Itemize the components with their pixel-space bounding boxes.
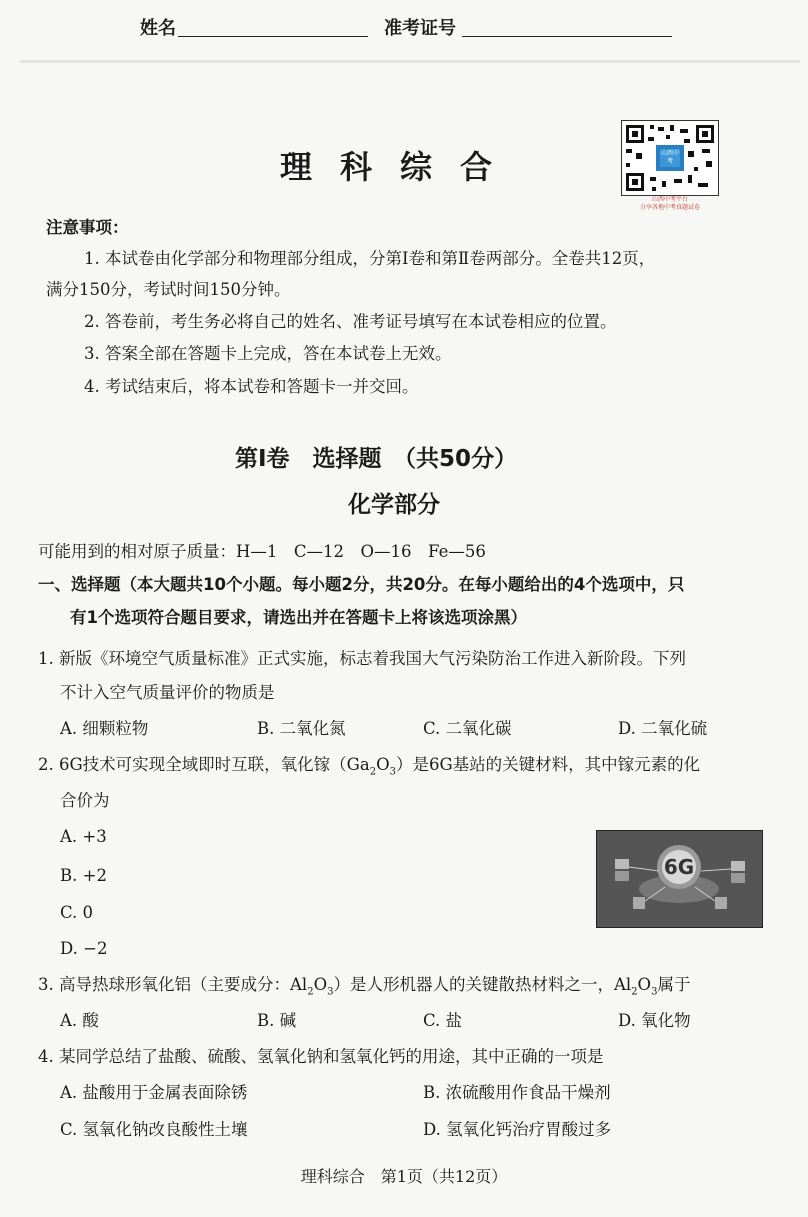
q3-option-c[interactable]: C. 盐 (423, 1011, 463, 1030)
q3-subscript: 3 (651, 986, 658, 998)
q2-option-d[interactable]: D. −2 (60, 939, 108, 958)
q3-subscript: 2 (307, 986, 314, 998)
q4-option-b[interactable]: B. 浓硫酸用作食品干燥剂 (423, 1083, 611, 1102)
exam-id-label: 准考证号 (384, 18, 456, 39)
part1-title: 第Ⅰ卷 选择题 （共50分） (235, 446, 518, 472)
q2-stem-text: O (376, 755, 390, 774)
q4-option-a[interactable]: A. 盐酸用于金属表面除锈 (60, 1083, 248, 1102)
q3-stem-text: O (313, 975, 328, 994)
q3-stem-text: 属于 (657, 975, 691, 994)
q2-option-c[interactable]: C. 0 (60, 903, 94, 922)
name-label: 姓名 (140, 18, 176, 39)
q2-subscript: 3 (389, 766, 396, 778)
q3-stem (38, 974, 690, 1003)
q2-stem-text: 2. 6G技术可实现全域即时互联，氧化镓（Ga (38, 755, 370, 774)
q1-option-d[interactable]: D. 二氧化硫 (618, 719, 708, 738)
q2-option-b[interactable]: B. +2 (60, 866, 107, 885)
q4-option-d[interactable]: D. 氢氧化钙治疗胃酸过多 (423, 1120, 612, 1139)
notes-heading: 注意事项： (46, 218, 129, 237)
q3-subscript: 2 (631, 986, 638, 998)
note-item: 3. 答案全部在答题卡上完成，答在本试卷上无效。 (84, 344, 452, 363)
q4-option-c[interactable]: C. 氢氧化钠改良酸性土壤 (60, 1120, 248, 1139)
chem-title: 化学部分 (348, 492, 440, 518)
q1-stem: 1. 新版《环境空气质量标准》正式实施，标志着我国大气污染防治工作进入新阶段。下列 (38, 649, 686, 668)
q3-option-d[interactable]: D. 氧化物 (618, 1011, 691, 1030)
6g-network-icon (597, 831, 762, 927)
qr-code (621, 120, 719, 196)
note-item: 满分150分，考试时间150分钟。 (46, 280, 291, 299)
q1-option-b[interactable]: B. 二氧化氮 (257, 719, 346, 738)
exam-id-blank[interactable] (462, 36, 672, 37)
qr-badge: 山西中考 (660, 150, 679, 165)
6g-illustration (596, 830, 763, 928)
bleed-through-mark (20, 60, 800, 63)
q1-option-a[interactable]: A. 细颗粒物 (60, 719, 149, 738)
q3-stem-text: 3. 高导热球形氧化铝（主要成分：Al (38, 975, 308, 994)
q2-stem-text: ）是6G基站的关键材料，其中镓元素的化 (395, 755, 701, 774)
q3-option-b[interactable]: B. 碱 (257, 1011, 297, 1030)
q4-stem: 4. 某同学总结了盐酸、硫酸、氢氧化钠和氢氧化钙的用途，其中正确的一项是 (38, 1047, 604, 1066)
6g-label: 6G (663, 855, 695, 879)
note-item: 2. 答卷前，考生务必将自己的姓名、准考证号填写在本试卷相应的位置。 (84, 312, 617, 331)
note-item: 1. 本试卷由化学部分和物理部分组成，分第Ⅰ卷和第Ⅱ卷两部分。全卷共12页， (84, 249, 656, 268)
atomic-masses: 可能用到的相对原子质量：H—1 C—12 O—16 Fe—56 (38, 542, 486, 561)
qr-caption-line: 分享各地中考真题试卷 (639, 204, 700, 211)
section-heading-line2: 有1个选项符合题目要求，请选出并在答题卡上将该选项涂黑） (70, 608, 527, 627)
q3-stem-text: O (637, 975, 652, 994)
q2-subscript: 2 (369, 766, 377, 778)
q3-stem-text: ）是人形机器人的关键散热材料之一，Al (333, 975, 632, 994)
q2-stem: 合价为 (60, 791, 110, 810)
note-item: 4. 考试结束后，将本试卷和答题卡一并交回。 (84, 377, 419, 396)
name-blank[interactable] (178, 36, 368, 37)
qr-caption-line: 山西中考平台 (651, 196, 688, 203)
q3-option-a[interactable]: A. 酸 (60, 1011, 99, 1030)
page-footer: 理科综合 第1页（共12页） (300, 1167, 508, 1186)
q3-subscript: 3 (327, 986, 334, 998)
qr-caption (618, 196, 722, 212)
q1-option-c[interactable]: C. 二氧化碳 (423, 719, 512, 738)
q1-stem: 不计入空气质量评价的物质是 (60, 683, 275, 702)
section-heading-line1: 一、选择题（本大题共10个小题。每小题2分，共20分。在每小题给出的4个选项中，只 (38, 575, 685, 594)
page-title: 理科综合 (280, 148, 521, 186)
q2-option-a[interactable]: A. +3 (60, 827, 107, 846)
q2-stem (38, 754, 700, 783)
